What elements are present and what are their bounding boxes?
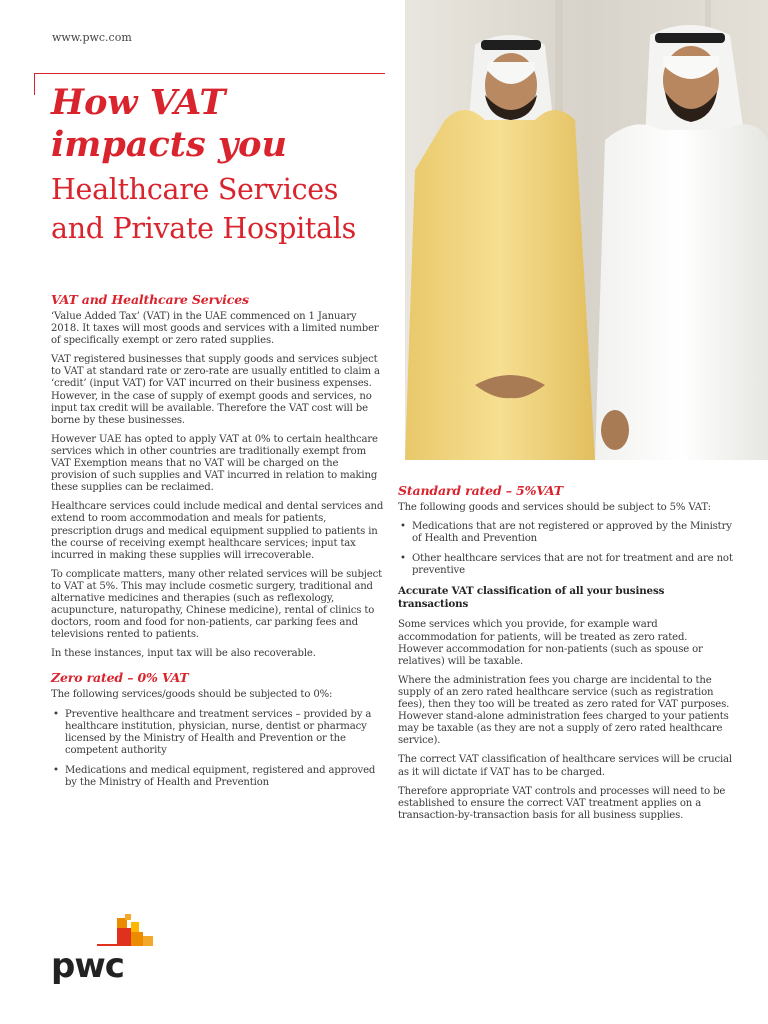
section-heading-standard-rated: Standard rated – 5%VAT [398, 483, 563, 498]
paragraph: Healthcare services could include medical and dental services and extend to room accommodation and meals for patients, prescription drugs and medical equipment supplied to patients in the course of receiving exempt healthcare services; input tax incurred in making these supplies will irrecoverable. [51, 501, 384, 561]
page-subtitle [51, 170, 396, 248]
list-item: • Medications that are not registered or approved by the Ministry of Health and Prevention [398, 521, 733, 545]
title-rule-horizontal [34, 73, 385, 74]
right-column [398, 483, 733, 829]
page-title-line1: How VAT [51, 82, 226, 123]
section-heading-classification: Accurate VAT classification of all your business transactions [398, 585, 665, 611]
list-item: • Preventive healthcare and treatment services – provided by a healthcare institution, physician, nurse, dentist or pharmacy licensed by the Ministry of Health and Prevention or the competent authority [51, 709, 386, 757]
bullet-list [398, 521, 733, 577]
cover-photo-illustration [405, 0, 768, 460]
website-url: www.pwc.com [52, 31, 132, 44]
pwc-logo-mark [51, 910, 161, 950]
paragraph: Where the administration fees you charge are incidental to the supply of an zero rated healthcare service (such as registration fees), then they too will be treated as zero rated for VAT purposes. However stand-alone administration fees charged to your patients may be taxable (as they are not a supply of zero rated healthcare service). [398, 674, 730, 747]
section-heading-zero-rated: Zero rated – 0% VAT [51, 670, 189, 686]
paragraph: In these instances, input tax will be also recoverable. [51, 648, 316, 660]
paragraph: VAT registered businesses that supply goods and services subject to VAT at standard rate or zero-rate are usually entitled to claim a ‘credit’ (input VAT) for VAT incurred on their business expenses. However, in the case of supply of exempt goods and services, no input tax credit will be available. Therefore the VAT cost will be borne by these businesses. [51, 354, 380, 426]
title-rule-vertical [34, 73, 35, 95]
left-column [51, 292, 386, 797]
paragraph: Some services which you provide, for example ward accommodation for patients, will be treated as zero rated. However accommodation for non-patients (such as spouse or relatives) will be taxable. [398, 619, 703, 667]
paragraph: The following services/goods should be subjected to 0%: [51, 689, 333, 701]
page-title-line2: impacts you [51, 124, 287, 165]
paragraph: The following goods and services should be subject to 5% VAT: [398, 502, 711, 513]
page-title [51, 82, 381, 166]
paragraph: However UAE has opted to apply VAT at 0% to certain healthcare services which in other countries are traditionally exempt from VAT Exemption means that no VAT will be charged on the provision of such supplies and VAT incurred in relation to making these supplies can be reclaimed. [51, 433, 378, 494]
page-subtitle-line2: and Private Hospitals [51, 212, 356, 245]
bullet-list [51, 709, 386, 790]
list-item: • Medications and medical equipment, registered and approved by the Ministry of Health and Prevention [51, 765, 386, 789]
pwc-logo-text: pwc [51, 946, 124, 986]
paragraph: The correct VAT classification of healthcare services will be crucial as it will dictate if VAT has to be charged. [398, 754, 732, 778]
paragraph: To complicate matters, many other related services will be subject to VAT at 5%. This may include cosmetic surgery, traditional and alternative medicines and therapies (such as reflexology, acupuncture, naturopathy, Chinese medicine), rental of clinics to doctors, room and food for non-patients, car parking fees and televisions rented to patients. [51, 568, 383, 641]
paragraph: ‘Value Added Tax’ (VAT) in the UAE commenced on 1 January 2018. It taxes will most goods and services with a limited number of specifically exempt or zero rated supplies. [51, 311, 379, 347]
cover-photo [405, 0, 768, 460]
pwc-logo [51, 910, 161, 990]
list-item: • Other healthcare services that are not for treatment and are not preventive [398, 553, 733, 577]
paragraph: Therefore appropriate VAT controls and processes will need to be established to ensure the correct VAT treatment applies on a transaction-by-transaction basis for all business supplies. [398, 785, 726, 821]
page-subtitle-line1: Healthcare Services [51, 173, 339, 206]
section-heading-vat-healthcare: VAT and Healthcare Services [51, 292, 249, 307]
